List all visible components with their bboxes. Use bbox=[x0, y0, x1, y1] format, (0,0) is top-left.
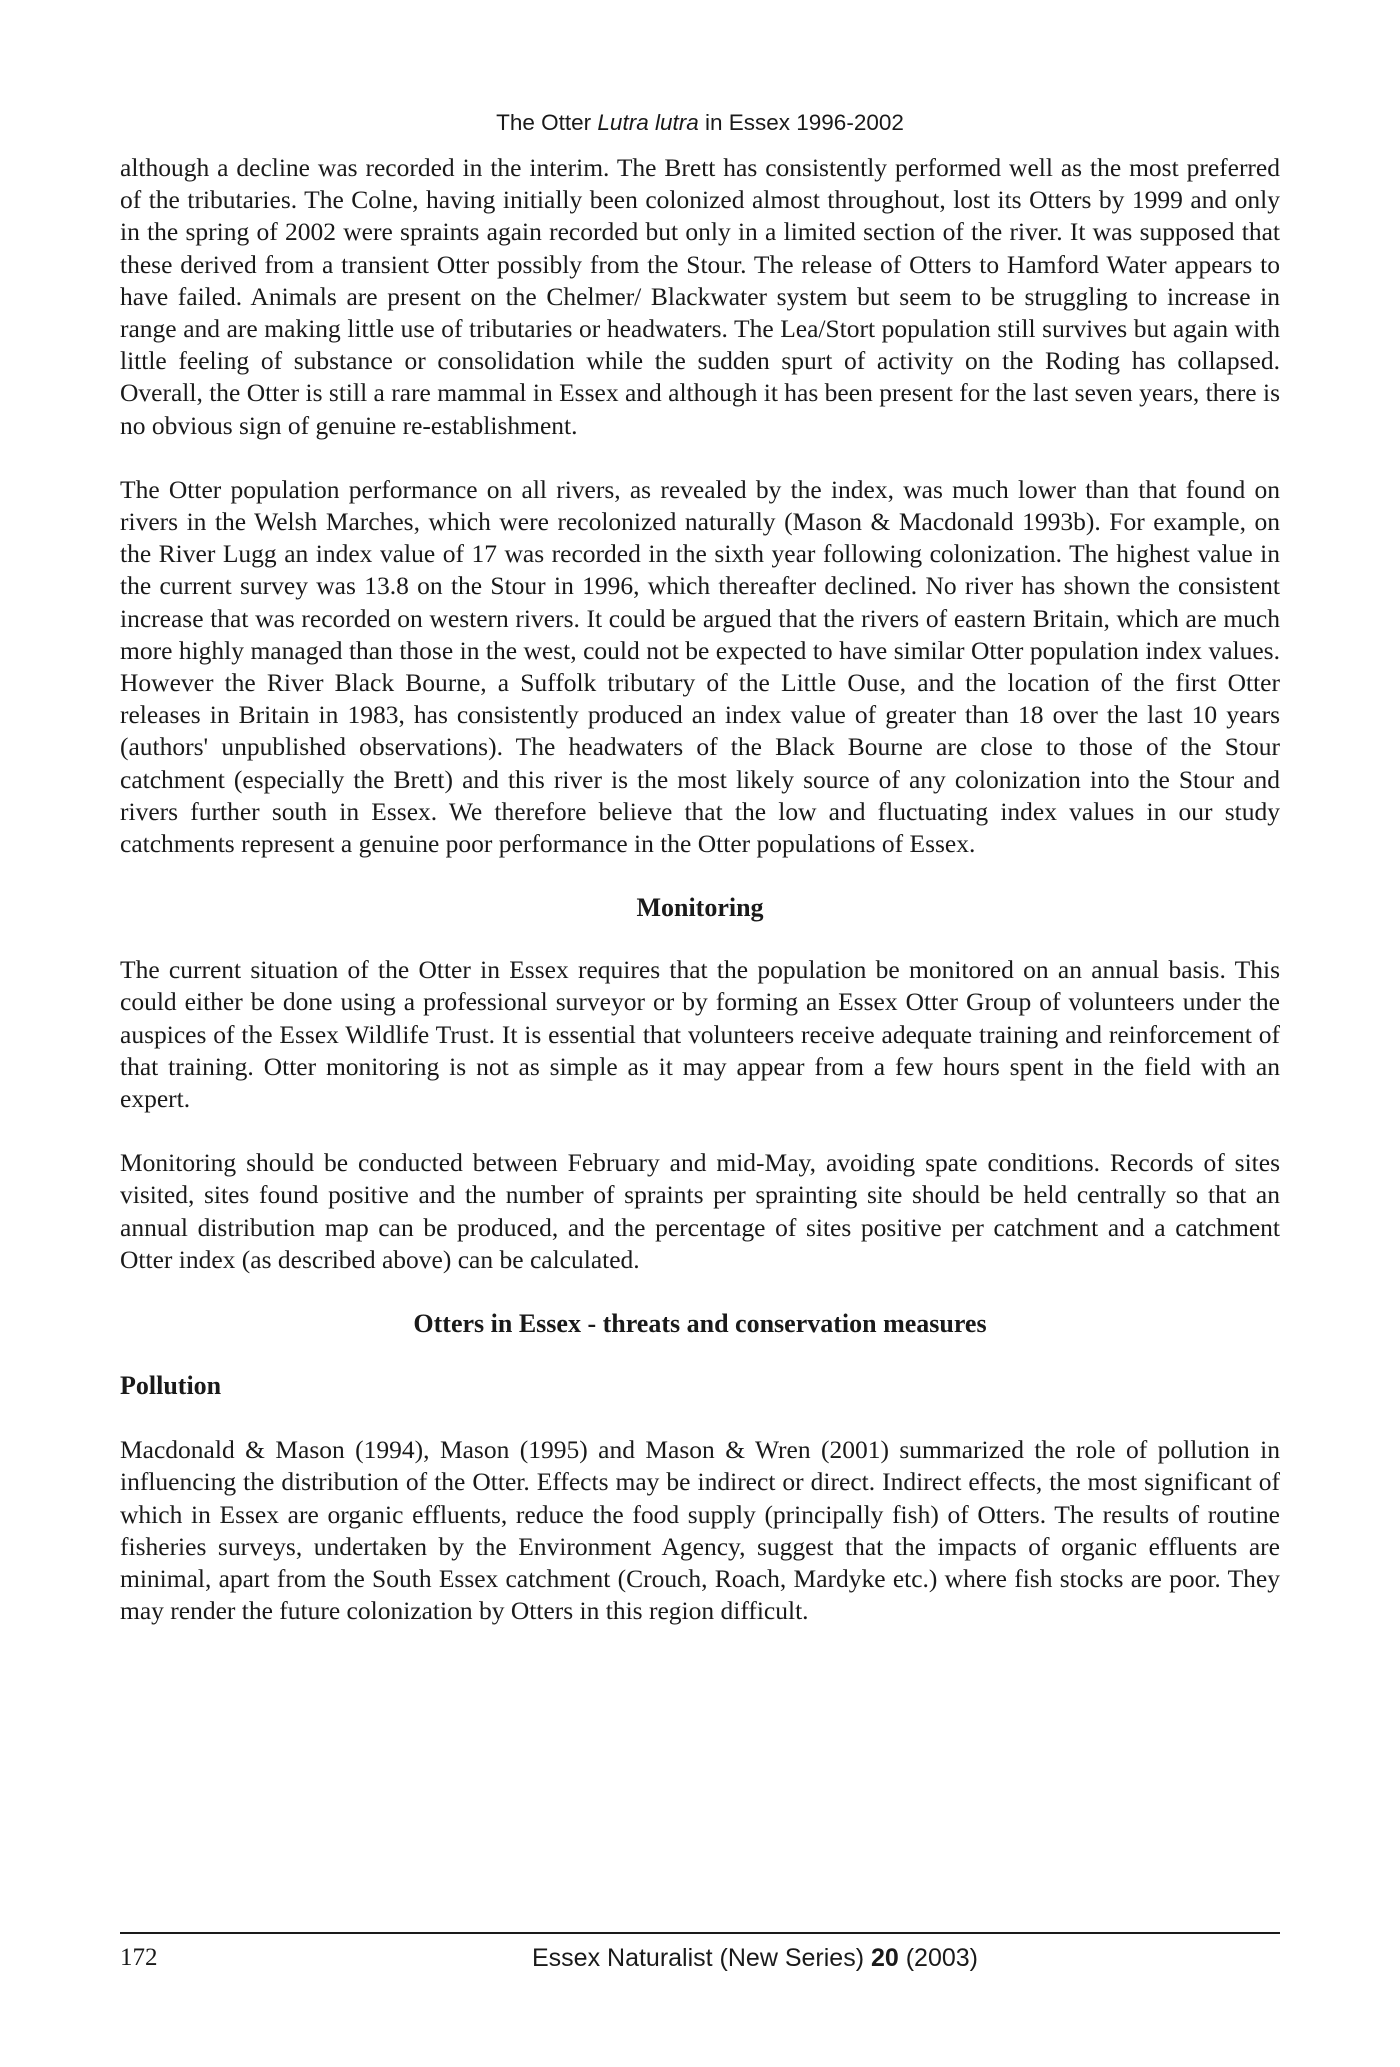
journal-name: Essex Naturalist (New Series) bbox=[531, 1944, 871, 1972]
running-head bbox=[120, 108, 1280, 138]
running-head-species: Lutra lutra bbox=[597, 110, 699, 135]
journal-citation bbox=[120, 1944, 1280, 1973]
paragraph-monitoring-method: Monitoring should be conducted between February and mid-May, avoiding spate conditions. Records of sites visited, sites found positive and the number of spraints per sprainting site should be held centrally so that an annual distribution map can be produced, and the percentage of sites positive per catchment and a catchment Otter index (as described above) can be calculated. bbox=[120, 1148, 1280, 1274]
running-head-suffix: in Essex 1996-2002 bbox=[698, 110, 904, 135]
journal-year: (2003) bbox=[898, 1944, 978, 1972]
paragraph-monitoring-situation: The current situation of the Otter in Essex requires that the population be monitored on an annual basis. This could either be done using a professional surveyor or by forming an Essex Otter Group of volunteers under the auspices of the Essex Wildlife Trust. It is essential that volunteers receive adequate training and reinforcement of that training. Otter monitoring is not as simple as it may appear from a few hours spent in the field with an expert. bbox=[120, 955, 1280, 1114]
heading-pollution: Pollution bbox=[120, 1371, 222, 1401]
page-number: 172 bbox=[120, 1944, 158, 1971]
page-footer bbox=[120, 1932, 1280, 1972]
running-head-prefix: The Otter bbox=[496, 110, 598, 135]
heading-threats: Otters in Essex - threats and conservation measures bbox=[413, 1309, 987, 1339]
paragraph-population-performance: The Otter population performance on all rivers, as revealed by the index, was much lower than that found on rivers in the Welsh Marches, which were recolonized naturally (Mason & Macdonald 1993b). For example, on the River Lugg an index value of 17 was recorded in the sixth year following colonization. The highest value in the current survey was 13.8 on the Stour in 1996, which thereafter declined. No river has shown the consistent increase that was recorded on western rivers. It could be argued that the rivers of eastern Britain, which are much more highly managed than those in the west, could not be expected to have similar Otter population index values. However the River Black Bourne, a Suffolk tributary of the Little Ouse, and the location of the first Otter releases in Britain in 1983, has consistently produced an index value of greater than 18 over the last 10 years (authors' unpublished observations). The headwaters of the Black Bourne are close to those of the Stour catchment (especially the Brett) and this river is the most likely source of any colonization into the Stour and rivers further south in Essex. We therefore believe that the low and fluctuating index values in our study catchments represent a genuine poor performance in the Otter populations of Essex. bbox=[120, 474, 1280, 859]
paragraph-pollution: Macdonald & Mason (1994), Mason (1995) and Mason & Wren (2001) summarized the role of pollution in influencing the distribution of the Otter. Effects may be indirect or direct. Indirect effects, the most significant of which in Essex are organic effluents, reduce the food supply (principally fish) of Otters. The results of routine fisheries surveys, undertaken by the Environment Agency, suggest that the impacts of organic effluents are minimal, apart from the South Essex catchment (Crouch, Roach, Mardyke etc.) where fish stocks are poor. They may render the future colonization by Otters in this region difficult. bbox=[120, 1435, 1280, 1626]
paragraph-colne-decline: although a decline was recorded in the interim. The Brett has consistently performed well as the most preferred of the tributaries. The Colne, having initially been colonized almost throughout, lost its Otters by 1999 and only in the spring of 2002 were spraints again recorded but only in a limited section of the river. It was supposed that these derived from a transient Otter possibly from the Stour. The release of Otters to Hamford Water appears to have failed. Animals are present on the Chelmer/ Blackwater system but seem to be struggling to increase in range and are making little use of tributaries or headwaters. The Lea/Stort population still survives but again with little feeling of substance or consolidation while the sudden spurt of activity on the Roding has collapsed. Overall, the Otter is still a rare mammal in Essex and although it has been present for the last seven years, there is no obvious sign of genuine re-establishment. bbox=[120, 153, 1280, 440]
heading-monitoring: Monitoring bbox=[636, 893, 764, 923]
journal-volume: 20 bbox=[870, 1944, 899, 1972]
page-content bbox=[120, 108, 1280, 1627]
